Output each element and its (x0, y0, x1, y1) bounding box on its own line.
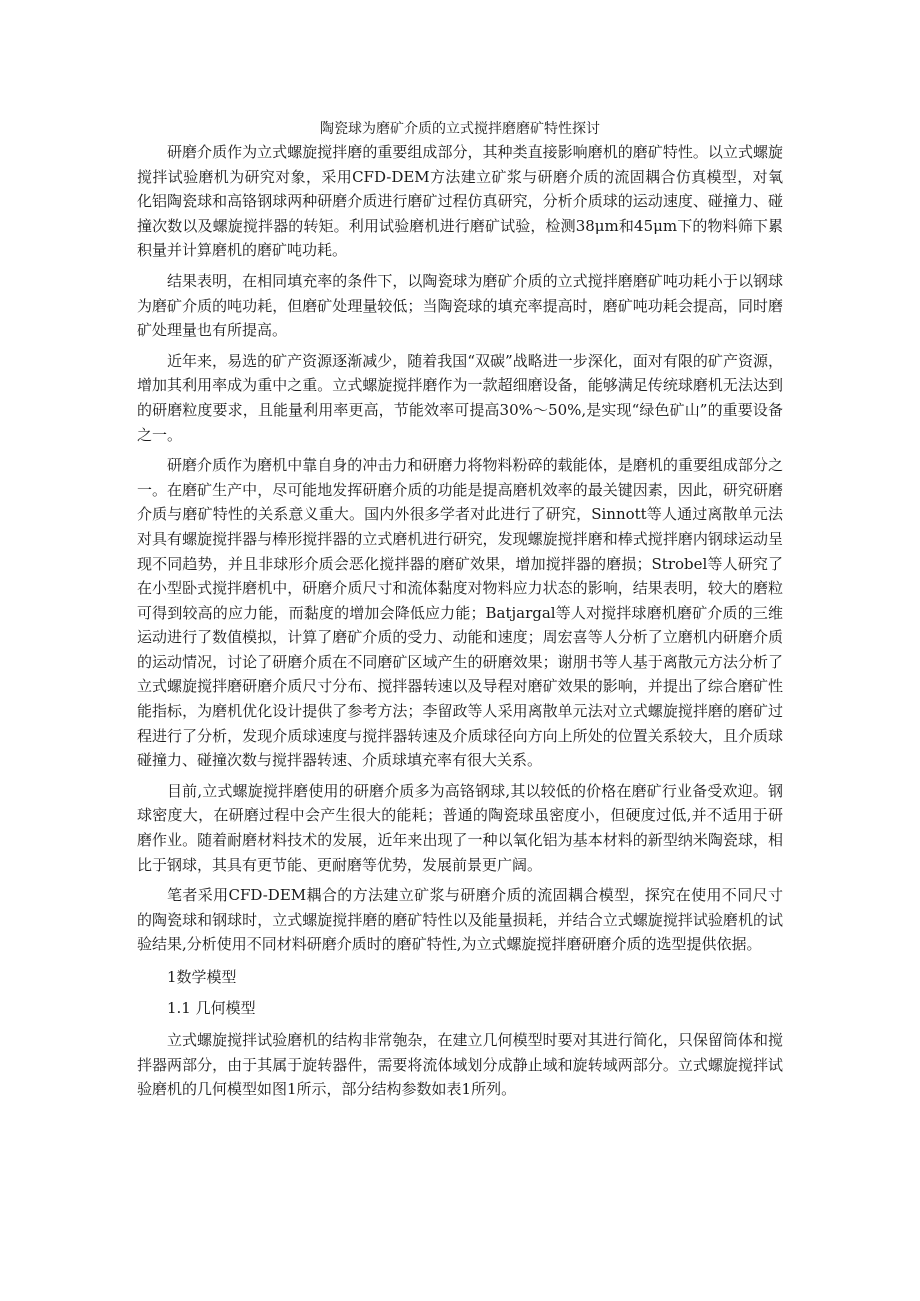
background-paragraph: 近年来，易选的矿产资源逐渐减少，随着我国“双碳”战略进一步深化，面对有限的矿产资源，增加其利用率成为重中之重。立式螺旋搅拌磨作为一款超细磨设备，能够满足传统球磨机无法达到的研磨粒度要求，且能量利用率更高，节能效率可提高30%～50%,是实现“绿色矿山”的重要设备之一。 (137, 351, 783, 444)
section-heading: 1数学模型 (167, 968, 237, 986)
document-body (137, 118, 783, 1102)
subsection-heading: 1.1 几何模型 (167, 998, 256, 1017)
abstract-paragraph: 研磨介质作为立式螺旋搅拌磨的重要组成部分，其种类直接影响磨机的磨矿特性。以立式螺旋搅拌试验磨机为研究对象，采用CFD-DEM方法建立矿浆与研磨介质的流固耦合仿真模型，对氧化铝陶瓷球和高铬钢球两种研磨介质进行磨矿过程仿真研究，分析介质球的运动速度、碰撞力、碰撞次数以及螺旋搅拌器的转矩。利用试验磨机进行磨矿试验，检测38μm和45μm下的物料筛下累积量并计算磨机的磨矿吨功耗。 (137, 143, 783, 260)
literature-paragraph: 研磨介质作为磨机中靠自身的冲击力和研磨力将物料粉碎的载能体，是磨机的重要组成部分之一。在磨矿生产中，尽可能地发挥研磨介质的功能是提高磨机效率的最关键因素，因此，研究研磨介质与磨矿特性的关系意义重大。国内外很多学者对此进行了研究，Sinnott等人通过离散单元法对具有螺旋搅拌器与棒形搅拌器的立式磨机进行研究，发现螺旋搅拌磨和棒式搅拌磨内钢球运动呈现不同趋势，并且非球形介质会恶化搅拌器的磨矿效果，增加搅拌器的磨损；Strobel等人研究了在小型卧式搅拌磨机中，研磨介质尺寸和流体黏度对物料应力状态的影响，结果表明，较大的磨粒可得到较高的应力能，而黏度的增加会降低应力能；Batjargal等人对搅拌球磨机磨矿介质的三维运动进行了数值模拟，计算了磨矿介质的受力、动能和速度；周宏喜等人分析了立磨机内研磨介质的运动情况，讨论了研磨介质在不同磨矿区域产生的研磨效果；谢朋书等人基于离散元方法分析了立式螺旋搅拌磨研磨介质尺寸分布、搅拌器转速以及导程对磨矿效果的影响，并提出了综合磨矿性能指标，为磨机优化设计提供了参考方法；李留政等人采用离散单元法对立式螺旋搅拌磨的磨矿过程进行了分析，发现介质球速度与搅拌器转速及介质球径向方向上所处的位置关系较大，且介质球碰撞力、碰撞次数与搅拌器转速、介质球填充率有很大关系。 (137, 456, 783, 770)
geometry-paragraph: 立式螺旋搅拌试验磨机的结构非常匏杂，在建立几何模型时要对其进行简化，只保留筒体和搅拌器两部分，由于其属于旋转器件，需要将流体域划分成静止域和旋转域两部分。立式螺旋搅拌试验磨机的几何模型如图1所示，部分结构参数如表1所列。 (137, 1031, 783, 1099)
results-paragraph: 结果表明，在相同填充率的条件下，以陶瓷球为磨矿介质的立式搅拌磨磨矿吨功耗小于以钢球为磨矿介质的吨功耗，但磨矿处理量较低；当陶瓷球的填充率提高时，磨矿吨功耗会提高，同时磨矿处理量也有所提高。 (137, 271, 783, 340)
status-paragraph: 目前,立式螺旋搅拌磨使用的研磨介质多为高铬钢球,其以较低的价格在磨矿行业备受欢迎。钢球密度大，在研磨过程中会产生很大的能耗；普通的陶瓷球虽密度小，但硬度过低,并不适用于研磨作业。随着耐磨材料技术的发展，近年来出现了一种以氧化铝为基本材料的新型纳米陶瓷球，相比于钢球，其具有更节能、更耐磨等优势，发展前景更广阔。 (137, 781, 783, 874)
document-title: 陶瓷球为磨矿介质的立式搅拌磨磨矿特性探讨 (320, 121, 600, 137)
method-paragraph: 笔者采用CFD-DEM耦合的方法建立矿浆与研磨介质的流固耦合模型，探究在使用不同尺寸的陶瓷球和钢球时，立式螺旋搅拌磨的磨矿特性以及能量损耗，并结合立式螺旋搅拌试验磨机的试验结果,分析使用不同材料研磨介质时的磨矿特性,为立式螺旋搅拌磨研磨介质的选型提供依据。 (137, 886, 783, 954)
